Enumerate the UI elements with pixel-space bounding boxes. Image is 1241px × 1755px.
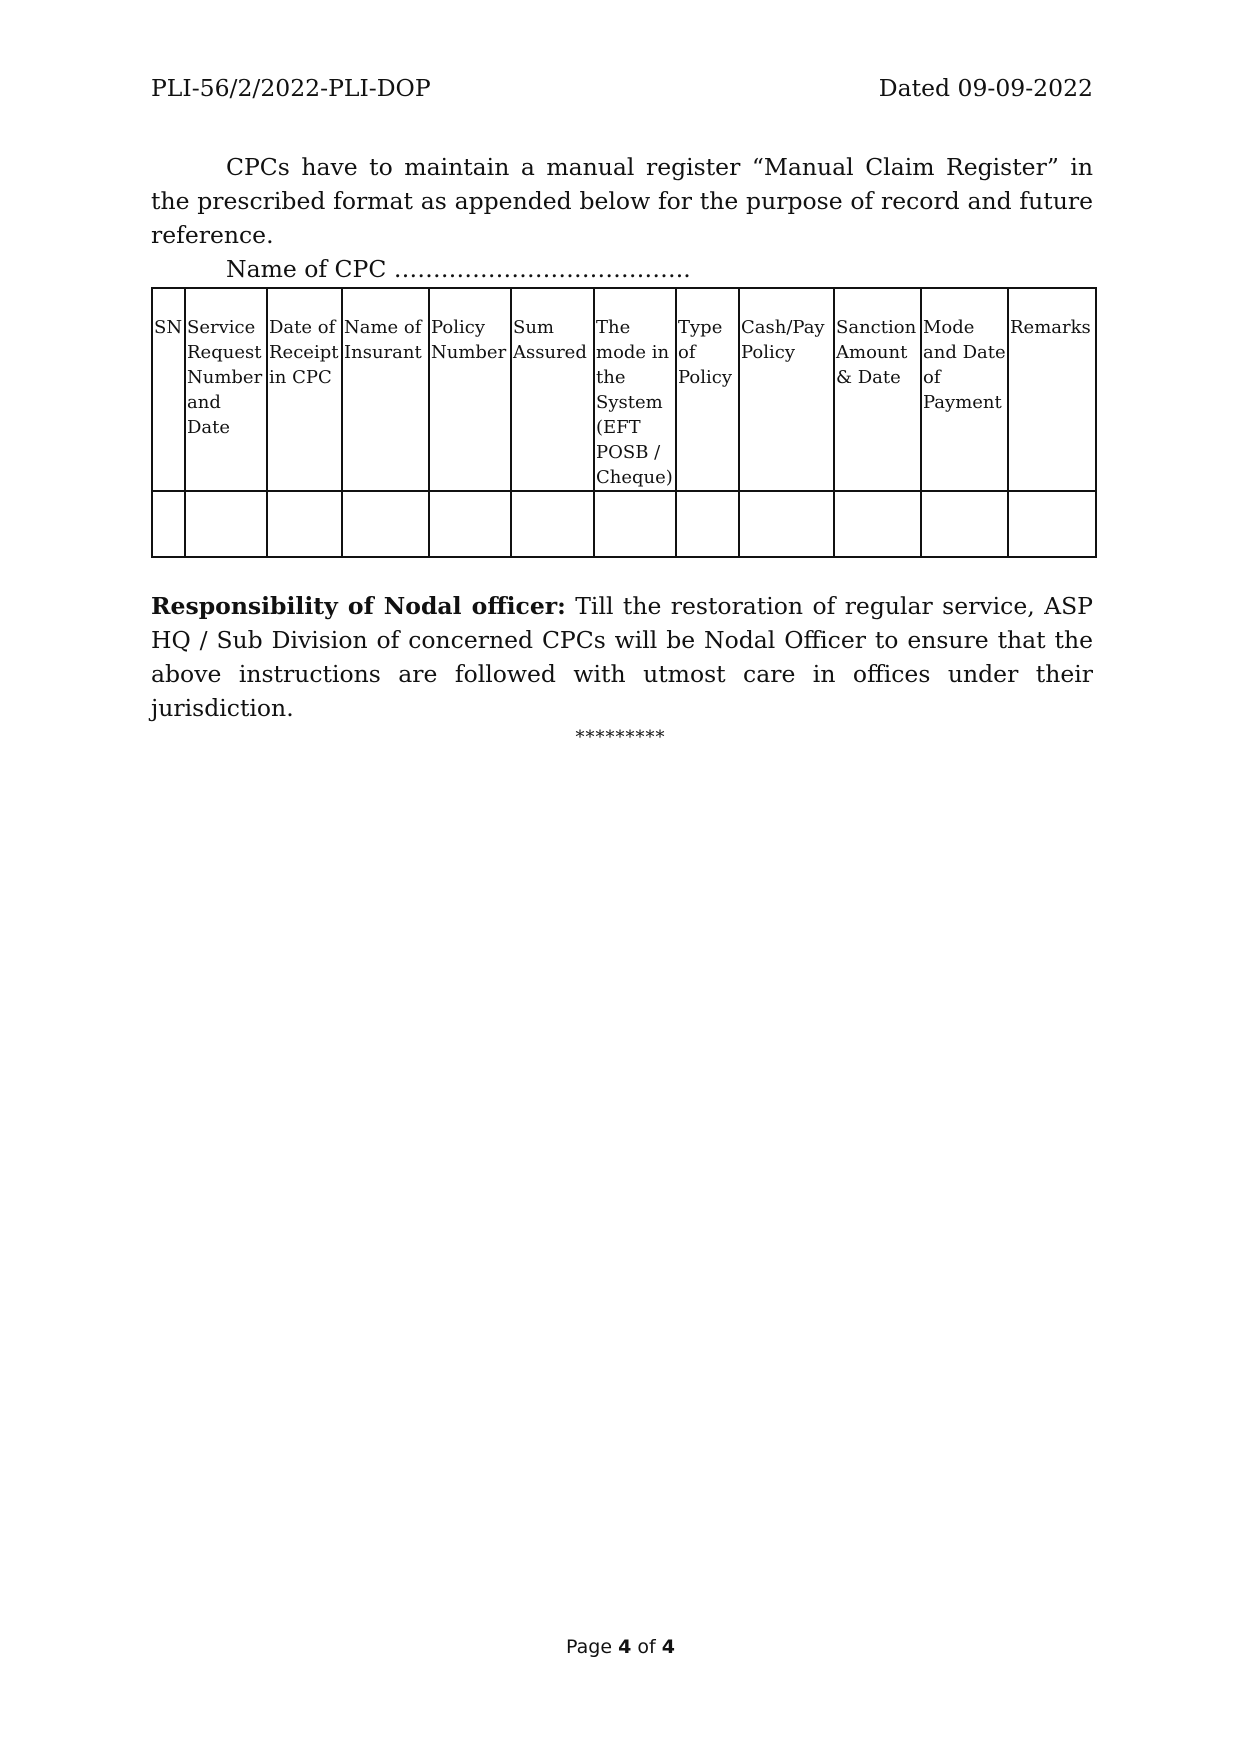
header-cell-sum-assured: Sum Assured [511,288,594,491]
reference-number: PLI-56/2/2022-PLI-DOP [151,74,431,102]
of-word: of [637,1636,656,1658]
header-cell-remarks: Remarks [1008,288,1096,491]
intro-paragraph: CPCs have to maintain a manual register “Manual Claim Register” in the prescribed format as appended below for the purpose of record and future reference. [151,153,1093,249]
document-header [151,74,1093,102]
table-cell [267,491,342,557]
page-total: 4 [661,1636,675,1658]
table-cell [834,491,921,557]
table-cell [1008,491,1096,557]
manual-claim-register-table [151,287,1097,558]
header-cell-mode-in-system: The mode in the System (EFT POSB / Cheque) [594,288,676,491]
header-cell-sn: SN [152,288,185,491]
table-cell [342,491,429,557]
table-cell [429,491,511,557]
end-of-document-mark: ********* [575,727,666,748]
header-cell-service-request: Service Request Number and Date [185,288,267,491]
table-cell [921,491,1008,557]
header-cell-policy-number: Policy Number [429,288,511,491]
nodal-officer-heading: Responsibility of Nodal officer: [151,592,566,620]
table-cell [594,491,676,557]
nodal-officer-paragraph [151,589,1093,725]
table-cell [185,491,267,557]
page-number: 4 [618,1636,632,1658]
header-cell-type-of-policy: Type of Policy [676,288,739,491]
table-cell [511,491,594,557]
document-date: Dated 09-09-2022 [878,74,1093,102]
header-cell-mode-date-payment: Mode and Date of Payment [921,288,1008,491]
table-cell [676,491,739,557]
page-word: Page [566,1636,613,1658]
header-cell-cash-pay-policy: Cash/Pay Policy [739,288,834,491]
table-row [152,491,1096,557]
page-footer [0,1636,1241,1658]
nodal-officer-text: Till the restoration of regular service, ASP HQ / Sub Division of concerned CPCs will be Nodal Officer to ensure that the above instructions are followed with utmost care in offices under their jurisdiction. [151,592,1093,722]
header-cell-date-of-receipt: Date of Receipt in CPC [267,288,342,491]
cpc-name-line: Name of CPC ……………………………….. [226,255,691,283]
table-cell [152,491,185,557]
table-cell [739,491,834,557]
table-header-row [152,288,1096,491]
header-cell-sanction-amount: Sanction Amount & Date [834,288,921,491]
header-cell-name-of-insurant: Name of Insurant [342,288,429,491]
